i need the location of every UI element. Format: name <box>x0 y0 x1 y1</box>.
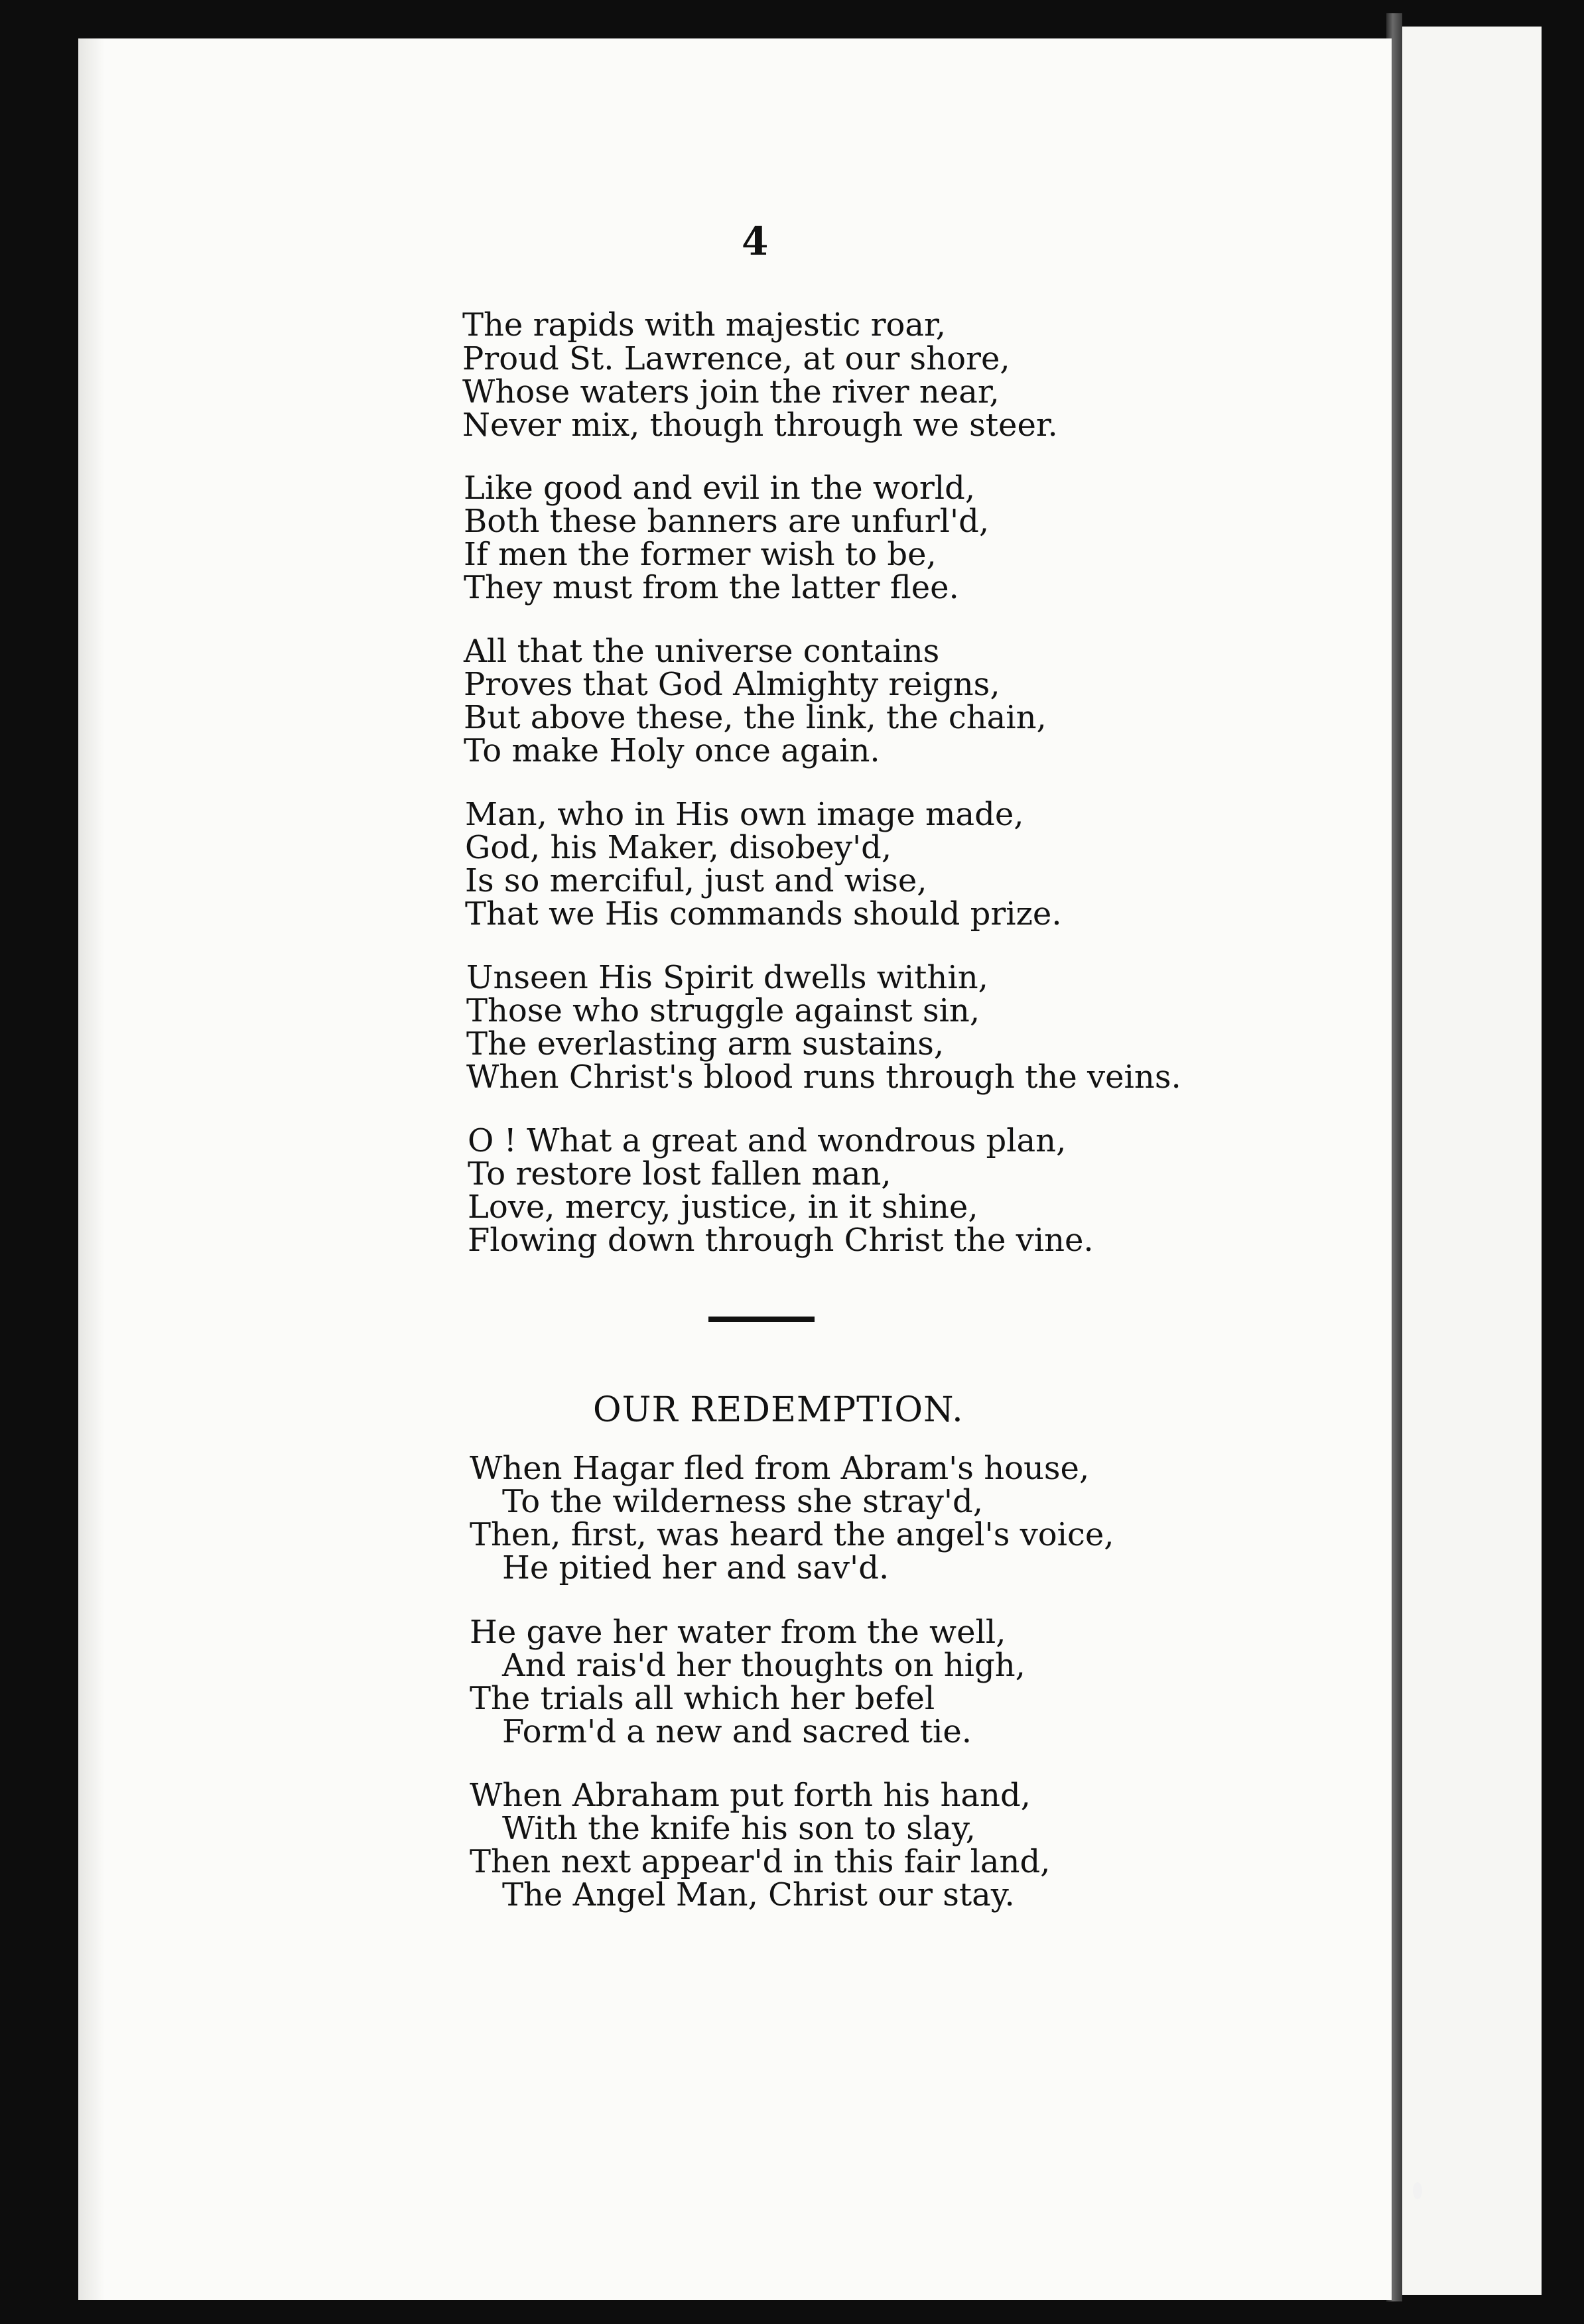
adjacent-page-edge <box>1402 27 1542 2295</box>
poem-line: All that the universe contains <box>464 633 940 670</box>
poem-line: Then next appear'd in this fair land, <box>470 1843 1051 1880</box>
poem-line: That we His commands should prize. <box>465 895 1062 933</box>
poem-line: To make Holy once again. <box>464 732 880 769</box>
poem-line: But above these, the link, the chain, <box>464 699 1047 736</box>
poem-line: Love, mercy, justice, in it shine, <box>468 1189 978 1226</box>
poem-line: The trials all which her befel <box>470 1680 935 1717</box>
poem-line: Then, first, was heard the angel's voice, <box>470 1516 1114 1553</box>
poem-line: He gave her water from the well, <box>470 1614 1006 1651</box>
poem-title: OUR REDEMPTION. <box>593 1390 964 1430</box>
poem-line: Form'd a new and sacred tie. <box>502 1713 972 1750</box>
poem-line: To the wilderness she stray'd, <box>502 1483 984 1520</box>
poem-line: Flowing down through Christ the vine. <box>468 1222 1094 1259</box>
poem-line: Unseen His Spirit dwells within, <box>466 959 988 996</box>
poem-line: They must from the latter flee. <box>464 569 959 606</box>
poem-line: When Abraham put forth his hand, <box>470 1777 1031 1814</box>
poem-line: He pitied her and sav'd. <box>502 1549 890 1586</box>
poem-line: Like good and evil in the world, <box>464 470 976 507</box>
page-speck <box>1413 2182 1422 2199</box>
poem-line: God, his Maker, disobey'd, <box>465 829 892 866</box>
page-shadow <box>78 38 105 2300</box>
poem-line: When Christ's blood runs through the veins. <box>466 1059 1181 1096</box>
poem-line: If men the former wish to be, <box>464 536 937 573</box>
poem-line: O ! What a great and wondrous plan, <box>468 1122 1067 1159</box>
poem-line: Proves that God Almighty reigns, <box>464 666 1000 703</box>
poem-line: Both these banners are unfurl'd, <box>464 503 990 540</box>
poem-line: Man, who in His own image made, <box>465 796 1024 833</box>
page-number: 4 <box>742 219 769 264</box>
section-divider <box>708 1317 815 1322</box>
poem-line: Whose waters join the river near, <box>462 373 1000 411</box>
poem-line: The rapids with majestic roar, <box>462 306 946 344</box>
poem-line: The Angel Man, Christ our stay. <box>502 1876 1015 1913</box>
poem-line: Those who struggle against sin, <box>466 992 980 1029</box>
poem-line: With the knife his son to slay, <box>502 1810 976 1847</box>
poem-line: The everlasting arm sustains, <box>466 1025 945 1063</box>
poem-line: Never mix, though through we steer. <box>462 407 1058 444</box>
poem-line: To restore lost fallen man, <box>468 1155 891 1193</box>
poem-line: Proud St. Lawrence, at our shore, <box>462 340 1010 377</box>
poem-line: And rais'd her thoughts on high, <box>502 1647 1025 1684</box>
poem-line: Is so merciful, just and wise, <box>465 862 927 899</box>
poem-line: When Hagar fled from Abram's house, <box>470 1450 1090 1487</box>
